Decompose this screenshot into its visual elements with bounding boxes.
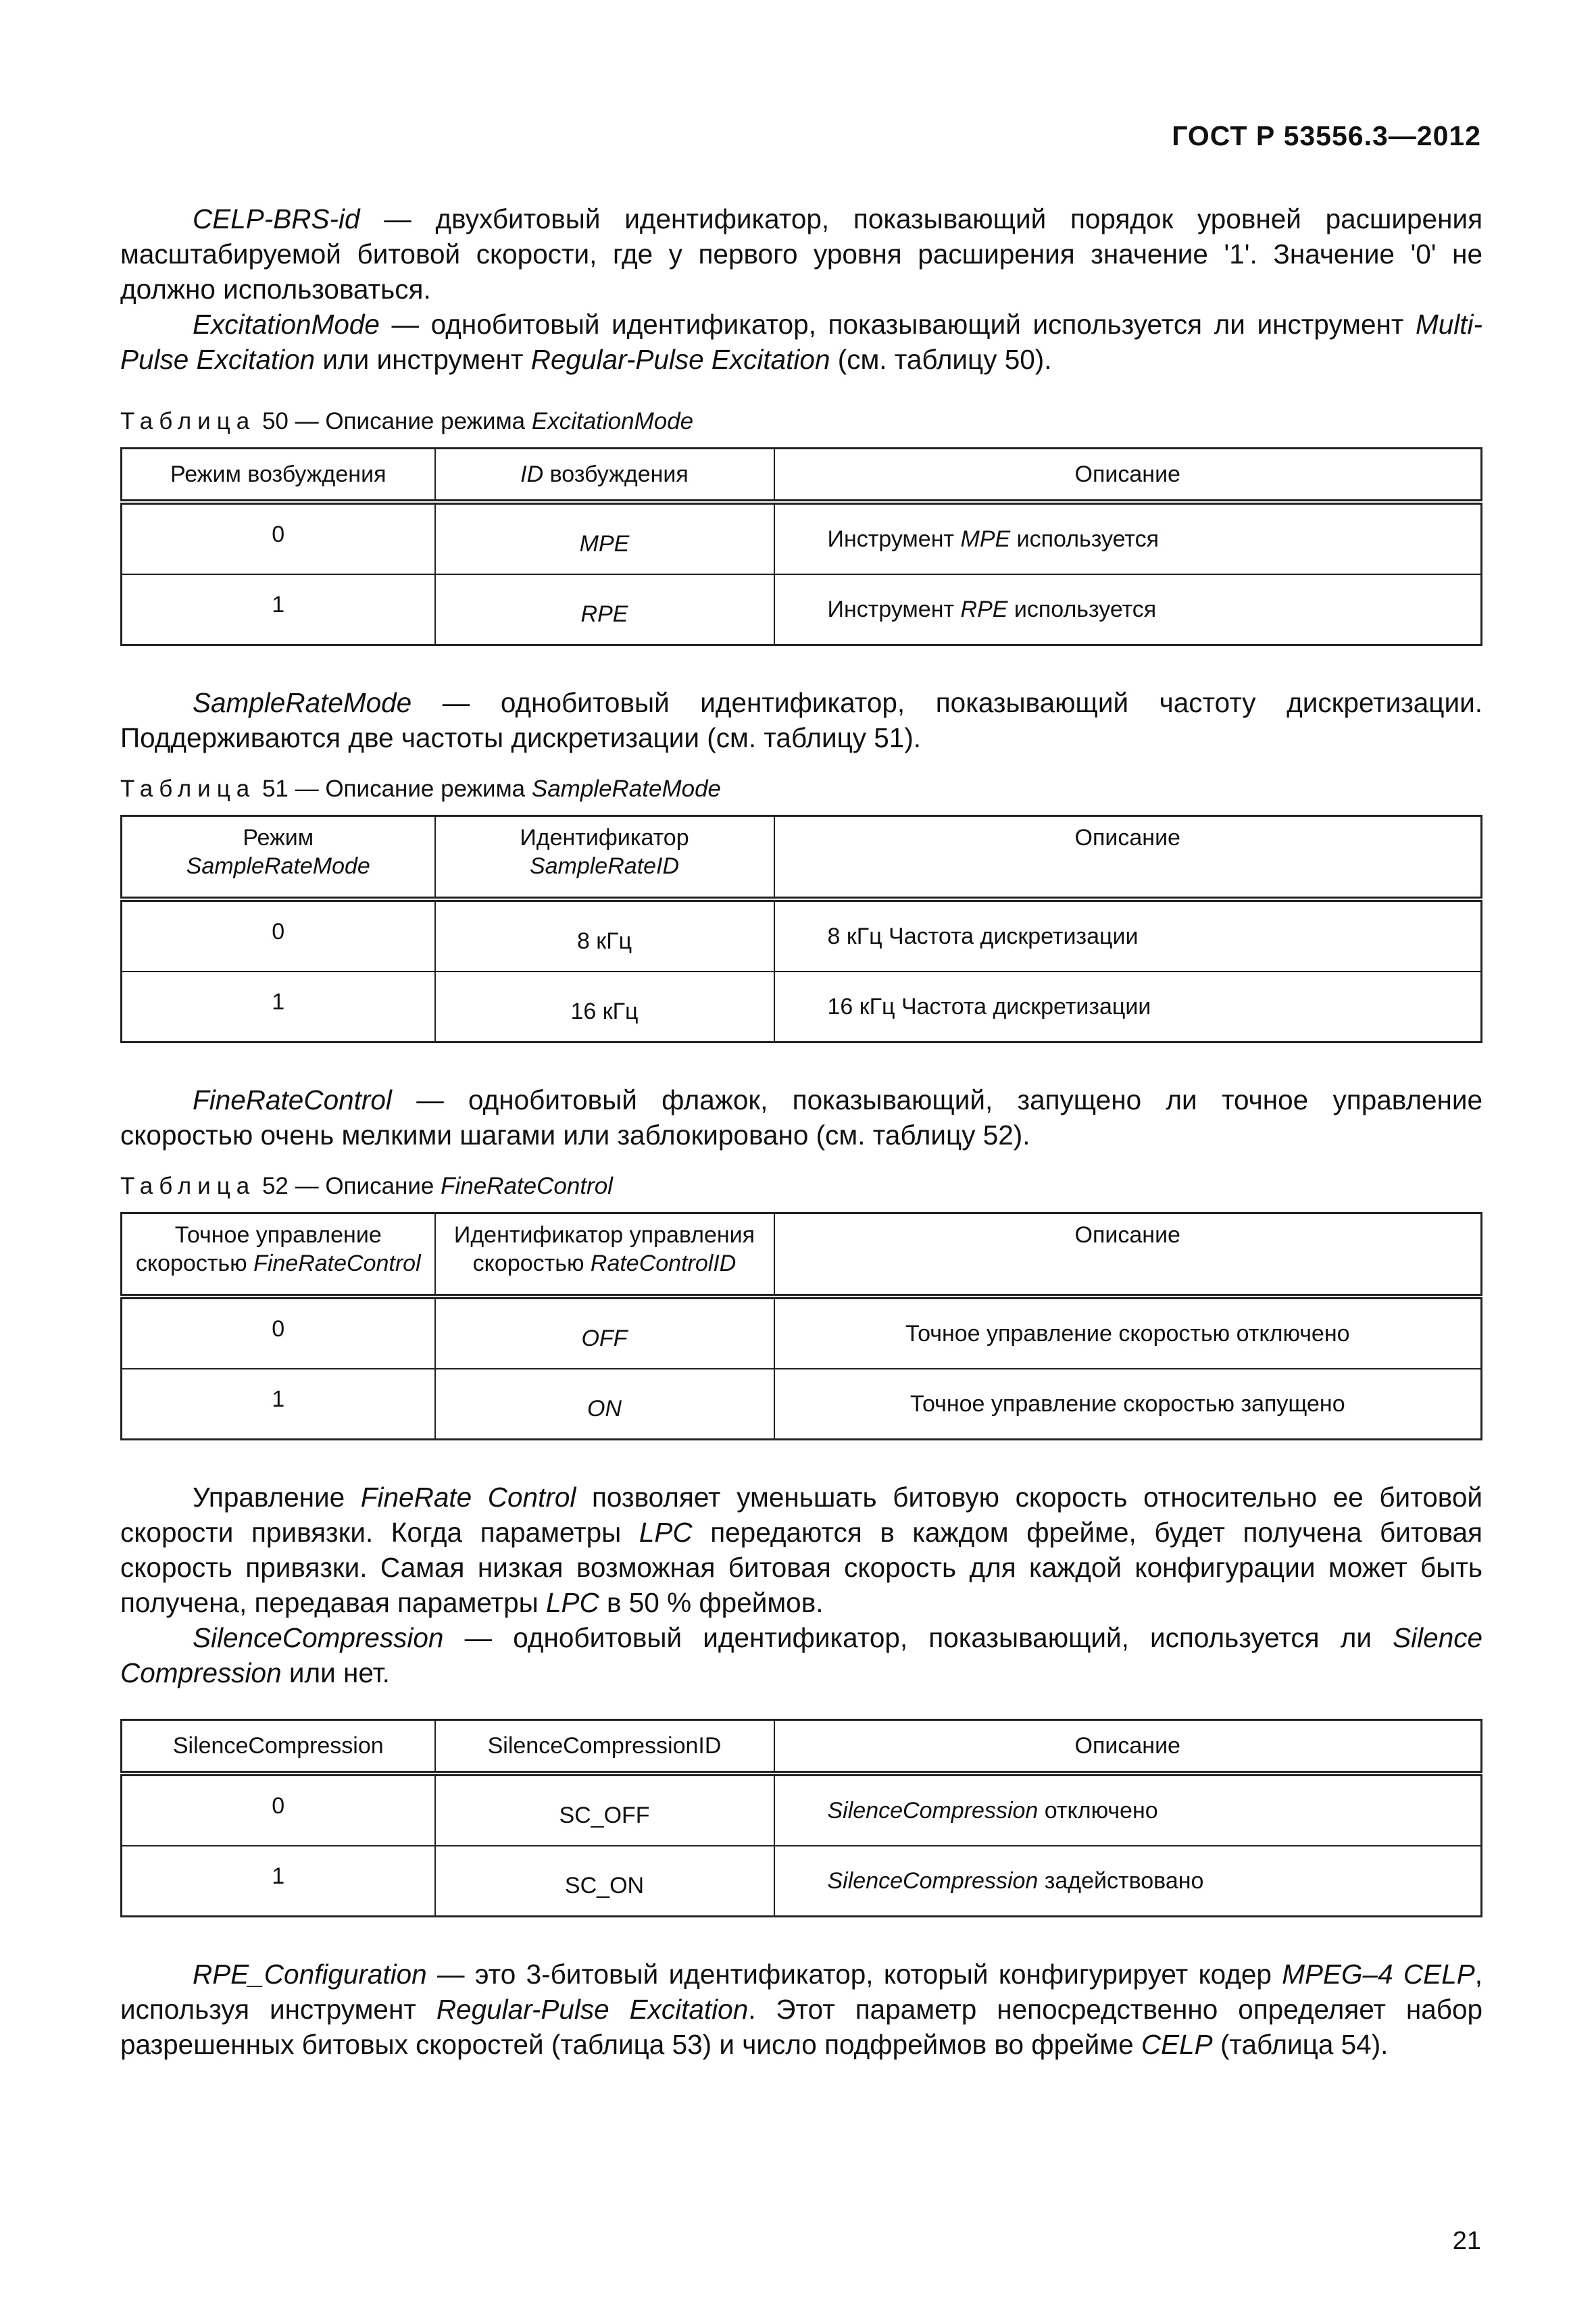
cell-mode: 1: [122, 972, 435, 1042]
paragraph-text: (см. таблицу 50).: [830, 344, 1052, 375]
header-line: [122, 852, 434, 880]
italic-term: Regular-Pulse Excitation: [530, 344, 830, 375]
column-header: SilenceCompressionID: [435, 1720, 774, 1774]
table-row: [122, 972, 1482, 1042]
cell-id: [435, 1297, 774, 1369]
paragraph-celp-brs-id: [120, 201, 1482, 307]
desc-italic: MPE: [960, 526, 1011, 552]
italic-term: LPC: [639, 1517, 693, 1548]
cell-description: Точное управление скоростью отключено: [774, 1297, 1482, 1369]
header-italic: RateControlID: [590, 1251, 737, 1276]
table-row: [122, 1369, 1482, 1440]
paragraph-text: — однобитовый идентификатор, показывающий, используется ли: [443, 1622, 1393, 1653]
italic-term: Multi-Pulse Excitation: [120, 309, 1482, 375]
cell-id-italic: MPE: [579, 531, 630, 557]
cell-id-italic: OFF: [581, 1326, 628, 1351]
term-excitation-mode: ExcitationMode: [193, 309, 380, 340]
header-text: возбуждения: [543, 461, 689, 487]
cell-description: [774, 1846, 1482, 1917]
paragraph-text: , используя инструмент: [120, 1959, 1482, 2025]
cell-description: Точное управление скоростью запущено: [774, 1369, 1482, 1440]
desc-text: используется: [1010, 526, 1159, 552]
page-number: 21: [1452, 2227, 1481, 2255]
desc-text: Инструмент: [827, 526, 961, 552]
header-line: [436, 1249, 774, 1278]
paragraph-text: — однобитовый идентификатор, показывающий частоту дискретизации. Поддерживаются две частоты дискретизации (см. таблицу 51).: [120, 687, 1482, 753]
paragraph-text: или нет.: [281, 1657, 390, 1688]
table-caption-italic: SampleRateMode: [531, 776, 722, 802]
cell-mode: 0: [122, 502, 435, 574]
table-caption-text: 50 — Описание режима: [255, 408, 532, 434]
cell-mode: 1: [122, 1369, 435, 1440]
italic-term: Regular-Pulse Excitation: [436, 1994, 749, 2025]
table-caption-italic: FineRateControl: [441, 1173, 613, 1199]
header-text: скоростью: [472, 1251, 591, 1276]
paragraph-text: (таблица 54).: [1212, 2029, 1389, 2060]
cell-id: SC_OFF: [435, 1774, 774, 1846]
table-51: [120, 815, 1482, 1043]
paragraph-sample-rate-mode: [120, 685, 1482, 755]
table-50-caption: [120, 405, 1482, 438]
desc-text: используется: [1007, 597, 1157, 622]
header-italic: ID: [520, 461, 544, 487]
table-caption-word: Таблица: [120, 776, 256, 802]
desc-text: Инструмент: [827, 597, 961, 622]
header-line: Идентификатор: [520, 825, 689, 851]
cell-id: SC_ON: [435, 1846, 774, 1917]
header-text: скоростью: [135, 1251, 254, 1276]
cell-id: 16 кГц: [435, 972, 774, 1042]
cell-id: 8 кГц: [435, 899, 774, 972]
cell-mode: 1: [122, 574, 435, 645]
column-header: Описание: [774, 1720, 1482, 1774]
column-header: [435, 816, 774, 900]
cell-description: [774, 502, 1482, 574]
desc-italic: SilenceCompression: [827, 1868, 1039, 1894]
cell-description: [774, 1774, 1482, 1846]
cell-mode: 1: [122, 1846, 435, 1917]
cell-description: 8 кГц Частота дискретизации: [774, 899, 1482, 972]
italic-term: MPEG–4 CELP: [1282, 1959, 1475, 1990]
cell-mode: 0: [122, 1774, 435, 1846]
italic-term: CELP: [1141, 2029, 1213, 2060]
table-caption-word: Таблица: [120, 408, 256, 434]
column-header: Описание: [774, 816, 1482, 900]
paragraph-text: передаются в каждом фрейме, будет получена битовая скорость привязки. Самая низкая возможная битовая скорость для каждой конфигурации может быть получена, передавая параметры: [120, 1517, 1482, 1618]
cell-description: 16 кГц Частота дискретизации: [774, 972, 1482, 1042]
desc-italic: RPE: [960, 597, 1008, 622]
table-50: [120, 447, 1482, 646]
cell-id: [435, 502, 774, 574]
table-row: [122, 1297, 1482, 1369]
column-header: SilenceCompression: [122, 1720, 435, 1774]
cell-id: [435, 574, 774, 645]
italic-term: Silence Compression: [120, 1622, 1482, 1688]
page-content: [120, 201, 1482, 2062]
table-caption-text: 52 — Описание: [255, 1173, 441, 1199]
table-row: [122, 899, 1482, 972]
cell-id: [435, 1369, 774, 1440]
term-celp-brs-id: CELP-BRS-id: [193, 203, 360, 234]
table-52: [120, 1212, 1482, 1440]
paragraph-text: . Этот параметр непосредственно определяет набор разрешенных битовых скоростей (таблица 53) и число подфреймов во фрейме: [120, 1994, 1483, 2060]
table-51-caption: [120, 773, 1482, 805]
paragraph-fine-rate-usage: [120, 1480, 1482, 1620]
cell-description: [774, 574, 1482, 645]
desc-text: задействовано: [1038, 1868, 1204, 1894]
paragraph-text: — это 3-битовый идентификатор, который конфигурирует кодер: [426, 1959, 1282, 1990]
header-italic: SampleRateID: [529, 853, 680, 879]
column-header: Описание: [774, 449, 1482, 503]
cell-id-italic: ON: [587, 1396, 622, 1422]
column-header: [122, 1213, 435, 1297]
column-header: [122, 816, 435, 900]
term-fine-rate-control: FineRateControl: [193, 1084, 392, 1115]
italic-term: FineRate Control: [360, 1482, 576, 1513]
paragraph-fine-rate-control: [120, 1082, 1482, 1153]
cell-id-italic: RPE: [580, 601, 628, 627]
header-line: Режим: [243, 825, 314, 851]
header-line: Точное управление: [174, 1222, 382, 1248]
table-row: [122, 1774, 1482, 1846]
column-header: Режим возбуждения: [122, 449, 435, 503]
paragraph-rpe-configuration: [120, 1957, 1482, 2062]
paragraph-text: в 50 % фреймов.: [599, 1587, 824, 1618]
document-code-header: ГОСТ Р 53556.3—2012: [1172, 120, 1481, 151]
table-52-caption: [120, 1170, 1482, 1203]
term-rpe-configuration: RPE_Configuration: [193, 1959, 427, 1990]
cell-mode: 0: [122, 899, 435, 972]
paragraph-text: — однобитовый флажок, показывающий, запущено ли точное управление скоростью очень мелкими шагами или заблокировано (см. таблицу 52).: [120, 1084, 1482, 1151]
term-sample-rate-mode: SampleRateMode: [193, 687, 412, 718]
paragraph-text: позволяет уменьшать битовую скорость относительно ее битовой скорости привязки. Когда параметры: [120, 1482, 1482, 1548]
table-caption-text: 51 — Описание режима: [255, 776, 532, 802]
paragraph-text: Управление: [193, 1482, 361, 1513]
paragraph-text: — однобитовый идентификатор, показывающий используется ли инструмент: [379, 309, 1416, 340]
cell-mode: 0: [122, 1297, 435, 1369]
desc-text: отключено: [1038, 1798, 1158, 1823]
column-header: Описание: [774, 1213, 1482, 1297]
italic-term: LPC: [545, 1587, 599, 1618]
desc-italic: SilenceCompression: [827, 1798, 1039, 1823]
column-header: [435, 449, 774, 503]
table-row: [122, 574, 1482, 645]
table-caption-italic: ExcitationMode: [531, 408, 694, 434]
header-line: [122, 1249, 434, 1278]
header-line: Идентификатор управления: [453, 1222, 755, 1248]
header-line: [436, 852, 774, 880]
table-silence-compression: [120, 1719, 1482, 1917]
column-header: [435, 1213, 774, 1297]
term-silence-compression: SilenceCompression: [193, 1622, 444, 1653]
header-italic: FineRateControl: [253, 1251, 421, 1276]
table-caption-word: Таблица: [120, 1173, 256, 1199]
paragraph-text: — двухбитовый идентификатор, показывающий порядок уровней расширения масштабируемой битовой скорости, где у первого уровня расширения значение '1'. Значение '0' не должно использоваться.: [120, 203, 1482, 305]
table-row: [122, 502, 1482, 574]
header-italic: SampleRateMode: [186, 853, 370, 879]
paragraph-text: или инструмент: [315, 344, 531, 375]
table-row: [122, 1846, 1482, 1917]
paragraph-excitation-mode: [120, 307, 1482, 377]
paragraph-silence-compression: [120, 1620, 1482, 1690]
